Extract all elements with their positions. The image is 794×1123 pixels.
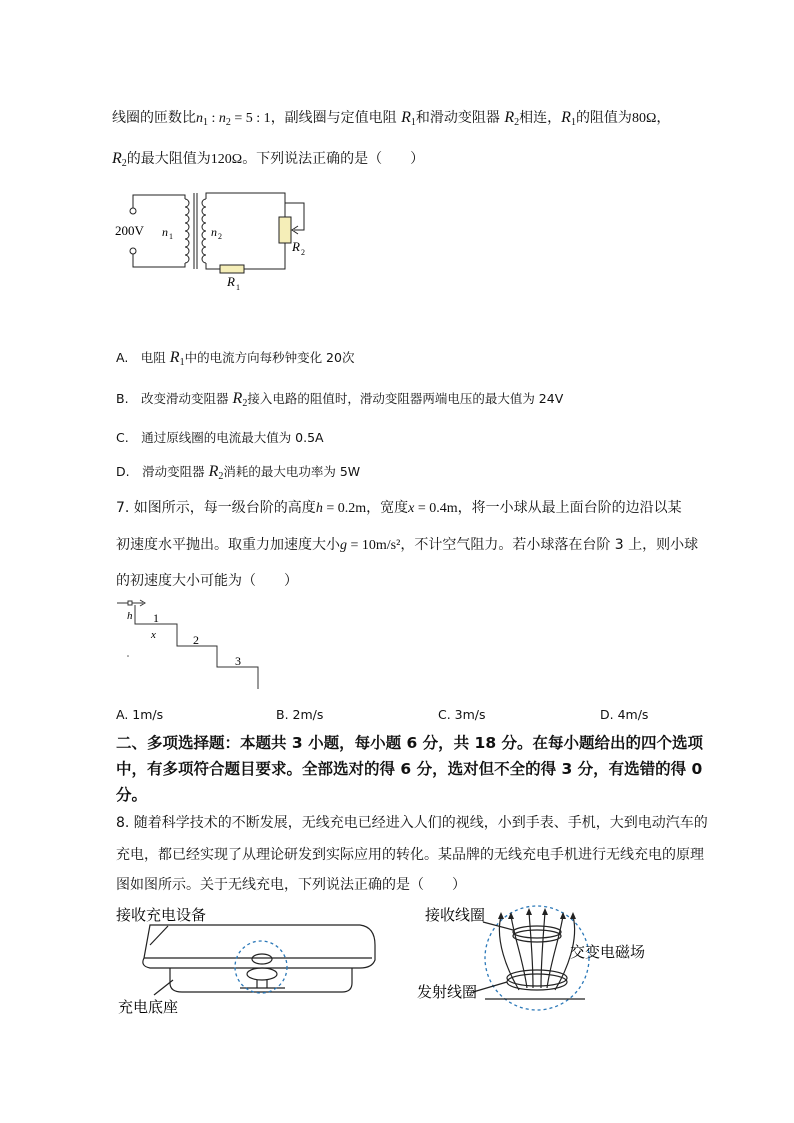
n1-label: n bbox=[162, 225, 168, 239]
stair-x-label: x bbox=[151, 629, 156, 641]
q7-option-a[interactable]: A. 1m/s bbox=[116, 707, 164, 722]
stairs-diagram bbox=[115, 597, 275, 697]
r1-label: R bbox=[227, 274, 235, 289]
q7-line-3: 的初速度大小可能为（ ） bbox=[116, 573, 298, 589]
r2-label: R bbox=[292, 239, 300, 254]
q6-line-2: $R_2$的最大阻值为120Ω。下列说法正确的是（ ） bbox=[112, 150, 425, 169]
transmit-coil-label: 发射线圈 bbox=[417, 983, 478, 1001]
q7-option-b[interactable]: B. 2m/s bbox=[276, 707, 324, 722]
r1-sub: 1 bbox=[236, 283, 240, 292]
field-label: 交变电磁场 bbox=[570, 943, 646, 961]
voltage-label: 200V bbox=[115, 223, 144, 238]
q8-line-3: 图如图所示。关于无线充电，下列说法正确的是（ ） bbox=[116, 877, 466, 893]
q6-option-c[interactable]: C. 通过原线圈的电流最大值为 0.5A bbox=[116, 430, 324, 445]
section-2-heading-line-2: 中，有多项符合题目要求。全部选对的得 6 分，选对但不全的得 3 分，有选错的得 0 bbox=[116, 760, 703, 778]
step-2-label: 2 bbox=[193, 633, 199, 647]
step-1-label: 1 bbox=[153, 611, 159, 625]
section-2-heading-line-1: 二、多项选择题：本题共 3 小题，每小题 6 分，共 18 分。在每小题给出的四个选项 bbox=[116, 734, 704, 752]
coil-field-diagram bbox=[415, 900, 675, 1020]
q6-option-a[interactable]: A. 电阻 $R_1$中的电流方向每秒钟变化 20次 bbox=[116, 349, 355, 368]
q6-line-1: 线圈的匝数比$n_1$ : $n_2 = 5$ : 1，副线圈与定值电阻 $R_1$和滑动变阻器 $R_2$相连，$R_1$的阻值为80Ω， bbox=[112, 109, 671, 128]
n2-sub: 2 bbox=[218, 232, 222, 241]
wireless-charger-diagram bbox=[110, 900, 390, 1025]
q7-line-1: 7. 如图所示，每一级台阶的高度h = 0.2m，宽度x = 0.4m，将一小球从最上面台阶的边沿以某 bbox=[116, 500, 682, 516]
receive-coil-label: 接收线圈 bbox=[425, 906, 486, 924]
q7-option-c[interactable]: C. 3m/s bbox=[438, 707, 486, 722]
r2-sub: 2 bbox=[301, 248, 305, 257]
q8-line-2: 充电，都已经实现了从理论研发到实际应用的转化。某品牌的无线充电手机进行无线充电的原理 bbox=[116, 847, 704, 863]
q6-option-b[interactable]: B. 改变滑动变阻器 $R_2$接入电路的阻值时，滑动变阻器两端电压的最大值为 24V bbox=[116, 390, 564, 409]
section-2-heading-line-3: 分。 bbox=[116, 786, 148, 804]
q8-line-1: 8. 随着科学技术的不断发展，无线充电已经进入人们的视线，小到手表、手机，大到电动汽车的 bbox=[116, 815, 708, 831]
base-label: 充电底座 bbox=[118, 998, 179, 1016]
n2-label: n bbox=[211, 225, 217, 239]
q6-option-d[interactable]: D. 滑动变阻器 $R_2$消耗的最大电功率为 5W bbox=[116, 463, 361, 482]
stair-h-label: h bbox=[127, 610, 133, 622]
device-label: 接收充电设备 bbox=[116, 906, 207, 924]
transformer-circuit-diagram bbox=[110, 185, 330, 295]
n1-sub: 1 bbox=[169, 232, 173, 241]
q7-option-d[interactable]: D. 4m/s bbox=[600, 707, 649, 722]
step-3-label: 3 bbox=[235, 654, 241, 668]
q7-line-2: 初速度水平抛出。取重力加速度大小g = 10m/s²，不计空气阻力。若小球落在台阶 3 上，则小球 bbox=[116, 537, 699, 553]
